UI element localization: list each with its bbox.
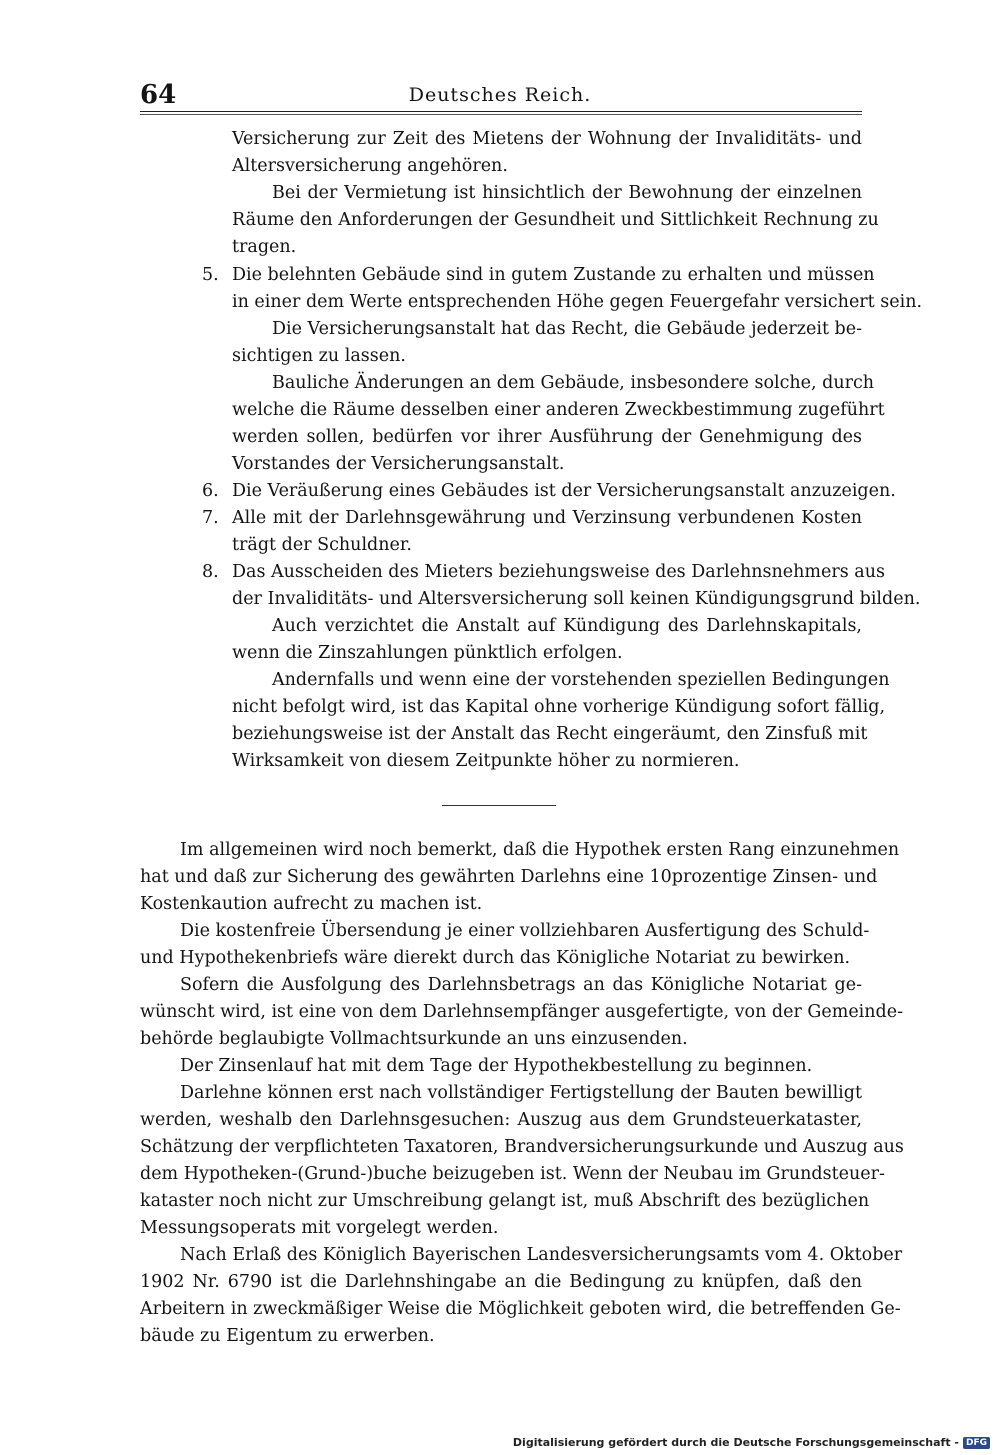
line-text: beziehungsweise ist der Anstalt das Recht eingeräumt, den Zinsfuß mit [232, 724, 868, 744]
line-text: behörde beglaubigte Vollmachtsurkunde an uns einzusenden. [140, 1029, 688, 1049]
line-text: Sofern die Ausfolgung des Darlehnsbetrags an das Königliche Notariat ge- [180, 975, 862, 995]
text-line [232, 126, 862, 153]
line-text: Nach Erlaß des Königlich Bayerischen Landesversicherungsamts vom 4. Oktober [180, 1245, 903, 1265]
line-text: wünscht wird, ist eine von dem Darlehnsempfänger ausgefertigte, von der Gemeinde- [140, 1002, 904, 1022]
text-line [232, 234, 862, 261]
text-line [140, 945, 862, 972]
line-text: in einer dem Werte entsprechenden Höhe gegen Feuergefahr versichert sein. [232, 292, 923, 312]
text-line [232, 748, 862, 775]
text-line [232, 640, 862, 667]
line-text: Das Ausscheiden des Mieters beziehungsweise des Darlehnsnehmers aus [232, 562, 885, 582]
text-line [232, 667, 890, 694]
text-line [232, 532, 862, 559]
footer-credit [513, 1436, 990, 1449]
line-text: sichtigen zu lassen. [232, 346, 406, 366]
text-line [232, 721, 868, 748]
list-number: 8. [202, 562, 219, 582]
list-number: 6. [202, 481, 219, 501]
text-line [232, 451, 862, 478]
text-line [140, 1080, 862, 1107]
text-line [140, 1215, 862, 1242]
line-text: Die Versicherungsanstalt hat das Recht, die Gebäude jederzeit be- [272, 319, 863, 339]
line-text: welche die Räume desselben einer anderen Zweckbestimmung zugeführt [232, 400, 885, 420]
text-line [140, 1188, 870, 1215]
text-line [232, 180, 862, 207]
text-line [232, 207, 879, 234]
text-line [202, 505, 862, 532]
line-text: der Invaliditäts- und Altersversicherung soll keinen Kündigungsgrund bilden. [232, 589, 921, 609]
line-text: 1902 Nr. 6790 ist die Darlehnshingabe an die Bedingung zu knüpfen, daß den [140, 1272, 862, 1292]
line-text: kataster noch nicht zur Umschreibung gelangt ist, muß Abschrift des bezüglichen [140, 1191, 870, 1211]
line-text: Kostenkaution aufrecht zu machen ist. [140, 894, 483, 914]
line-text: Arbeitern in zweckmäßiger Weise die Möglichkeit geboten wird, die betreffenden Ge- [140, 1299, 901, 1319]
line-text: Die kostenfreie Übersendung je einer vollziehbaren Ausfertigung des Schuld- [180, 921, 870, 941]
text-line [202, 478, 896, 505]
text-line [232, 316, 862, 343]
dfg-logo: DFG [963, 1437, 990, 1449]
line-text: Die Veräußerung eines Gebäudes ist der Versicherungsanstalt anzuzeigen. [232, 481, 896, 501]
text-line [140, 1107, 862, 1134]
text-line [140, 891, 862, 918]
text-line [202, 262, 875, 289]
line-text: trägt der Schuldner. [232, 535, 412, 555]
line-text: werden, weshalb den Darlehnsgesuchen: Auszug aus dem Grundsteuerkataster, [140, 1110, 862, 1130]
text-line [140, 1161, 885, 1188]
line-text: nicht befolgt wird, ist das Kapital ohne vorherige Kündigung sofort fällig, [232, 697, 886, 717]
line-text: werden sollen, bedürfen vor ihrer Ausführung der Genehmigung des [232, 427, 862, 447]
conditions-continuation [232, 126, 879, 261]
text-line [232, 586, 921, 613]
line-text: Auch verzichtet die Anstalt auf Kündigung des Darlehnskapitals, [272, 616, 862, 636]
line-text: Wirksamkeit von diesem Zeitpunkte höher zu normieren. [232, 751, 740, 771]
general-remarks [140, 837, 904, 1350]
line-text: Der Zinsenlauf hat mit dem Tage der Hypothekbestellung zu beginnen. [180, 1056, 813, 1076]
line-text: Im allgemeinen wird noch bemerkt, daß die Hypothek ersten Rang einzunehmen [180, 840, 900, 860]
line-text: Bauliche Änderungen an dem Gebäude, insbesondere solche, durch [272, 373, 875, 393]
line-text: Andernfalls und wenn eine der vorstehenden speziellen Bedingungen [272, 670, 890, 690]
line-text: Die belehnten Gebäude sind in gutem Zustande zu erhalten und müssen [232, 265, 875, 285]
text-line [140, 1242, 903, 1269]
line-text: hat und daß zur Sicherung des gewährten Darlehns eine 10prozentige Zinsen- und [140, 867, 878, 887]
list-number: 7. [202, 508, 219, 528]
text-line [232, 694, 886, 721]
running-head: Deutsches Reich. [408, 84, 592, 106]
line-text: Alle mit der Darlehnsgewährung und Verzinsung verbundenen Kosten [232, 508, 862, 528]
line-text: Bei der Vermietung ist hinsichtlich der Bewohnung der einzelnen [272, 183, 862, 203]
text-line [232, 343, 862, 370]
text-line [140, 1053, 862, 1080]
text-line [140, 918, 870, 945]
line-text: Darlehne können erst nach vollständiger Fertigstellung der Bauten bewilligt [180, 1083, 862, 1103]
text-line [232, 370, 875, 397]
text-line [140, 1296, 901, 1323]
line-text: Räume den Anforderungen der Gesundheit und Sittlichkeit Rechnung zu [232, 210, 879, 230]
line-text: Versicherung zur Zeit des Mietens der Wohnung der Invaliditäts- und [232, 129, 862, 149]
list-number: 5. [202, 265, 219, 285]
text-line [140, 837, 900, 864]
page-number: 64 [140, 80, 177, 110]
line-text: Altersversicherung angehören. [232, 156, 508, 176]
text-line [202, 559, 885, 586]
line-text: wenn die Zinszahlungen pünktlich erfolgen. [232, 643, 623, 663]
text-line [232, 613, 862, 640]
text-line [232, 289, 923, 316]
text-line [232, 153, 862, 180]
text-line [140, 999, 904, 1026]
section-separator [442, 805, 556, 806]
conditions-list [202, 262, 923, 775]
text-line [140, 1269, 862, 1296]
line-text: dem Hypotheken-(Grund-)buche beizugeben ist. Wenn der Neubau im Grundsteuer- [140, 1164, 885, 1184]
header-rule [140, 111, 862, 115]
line-text: tragen. [232, 237, 297, 257]
text-line [140, 1323, 862, 1350]
text-line [232, 424, 862, 451]
text-line [140, 1134, 904, 1161]
footer-text: Digitalisierung gefördert durch die Deutsche Forschungsgemeinschaft - [512, 1436, 959, 1449]
line-text: Schätzung der verpflichteten Taxatoren, Brandversicherungsurkunde und Auszug aus [140, 1137, 904, 1157]
line-text: und Hypothekenbriefs wäre dierekt durch das Königliche Notariat zu bewirken. [140, 948, 851, 968]
line-text: bäude zu Eigentum zu erwerben. [140, 1326, 435, 1346]
text-line [140, 972, 862, 999]
text-line [140, 1026, 862, 1053]
text-line [232, 397, 885, 424]
line-text: Vorstandes der Versicherungsanstalt. [232, 454, 565, 474]
line-text: Messungsoperats mit vorgelegt werden. [140, 1218, 499, 1238]
text-line [140, 864, 878, 891]
